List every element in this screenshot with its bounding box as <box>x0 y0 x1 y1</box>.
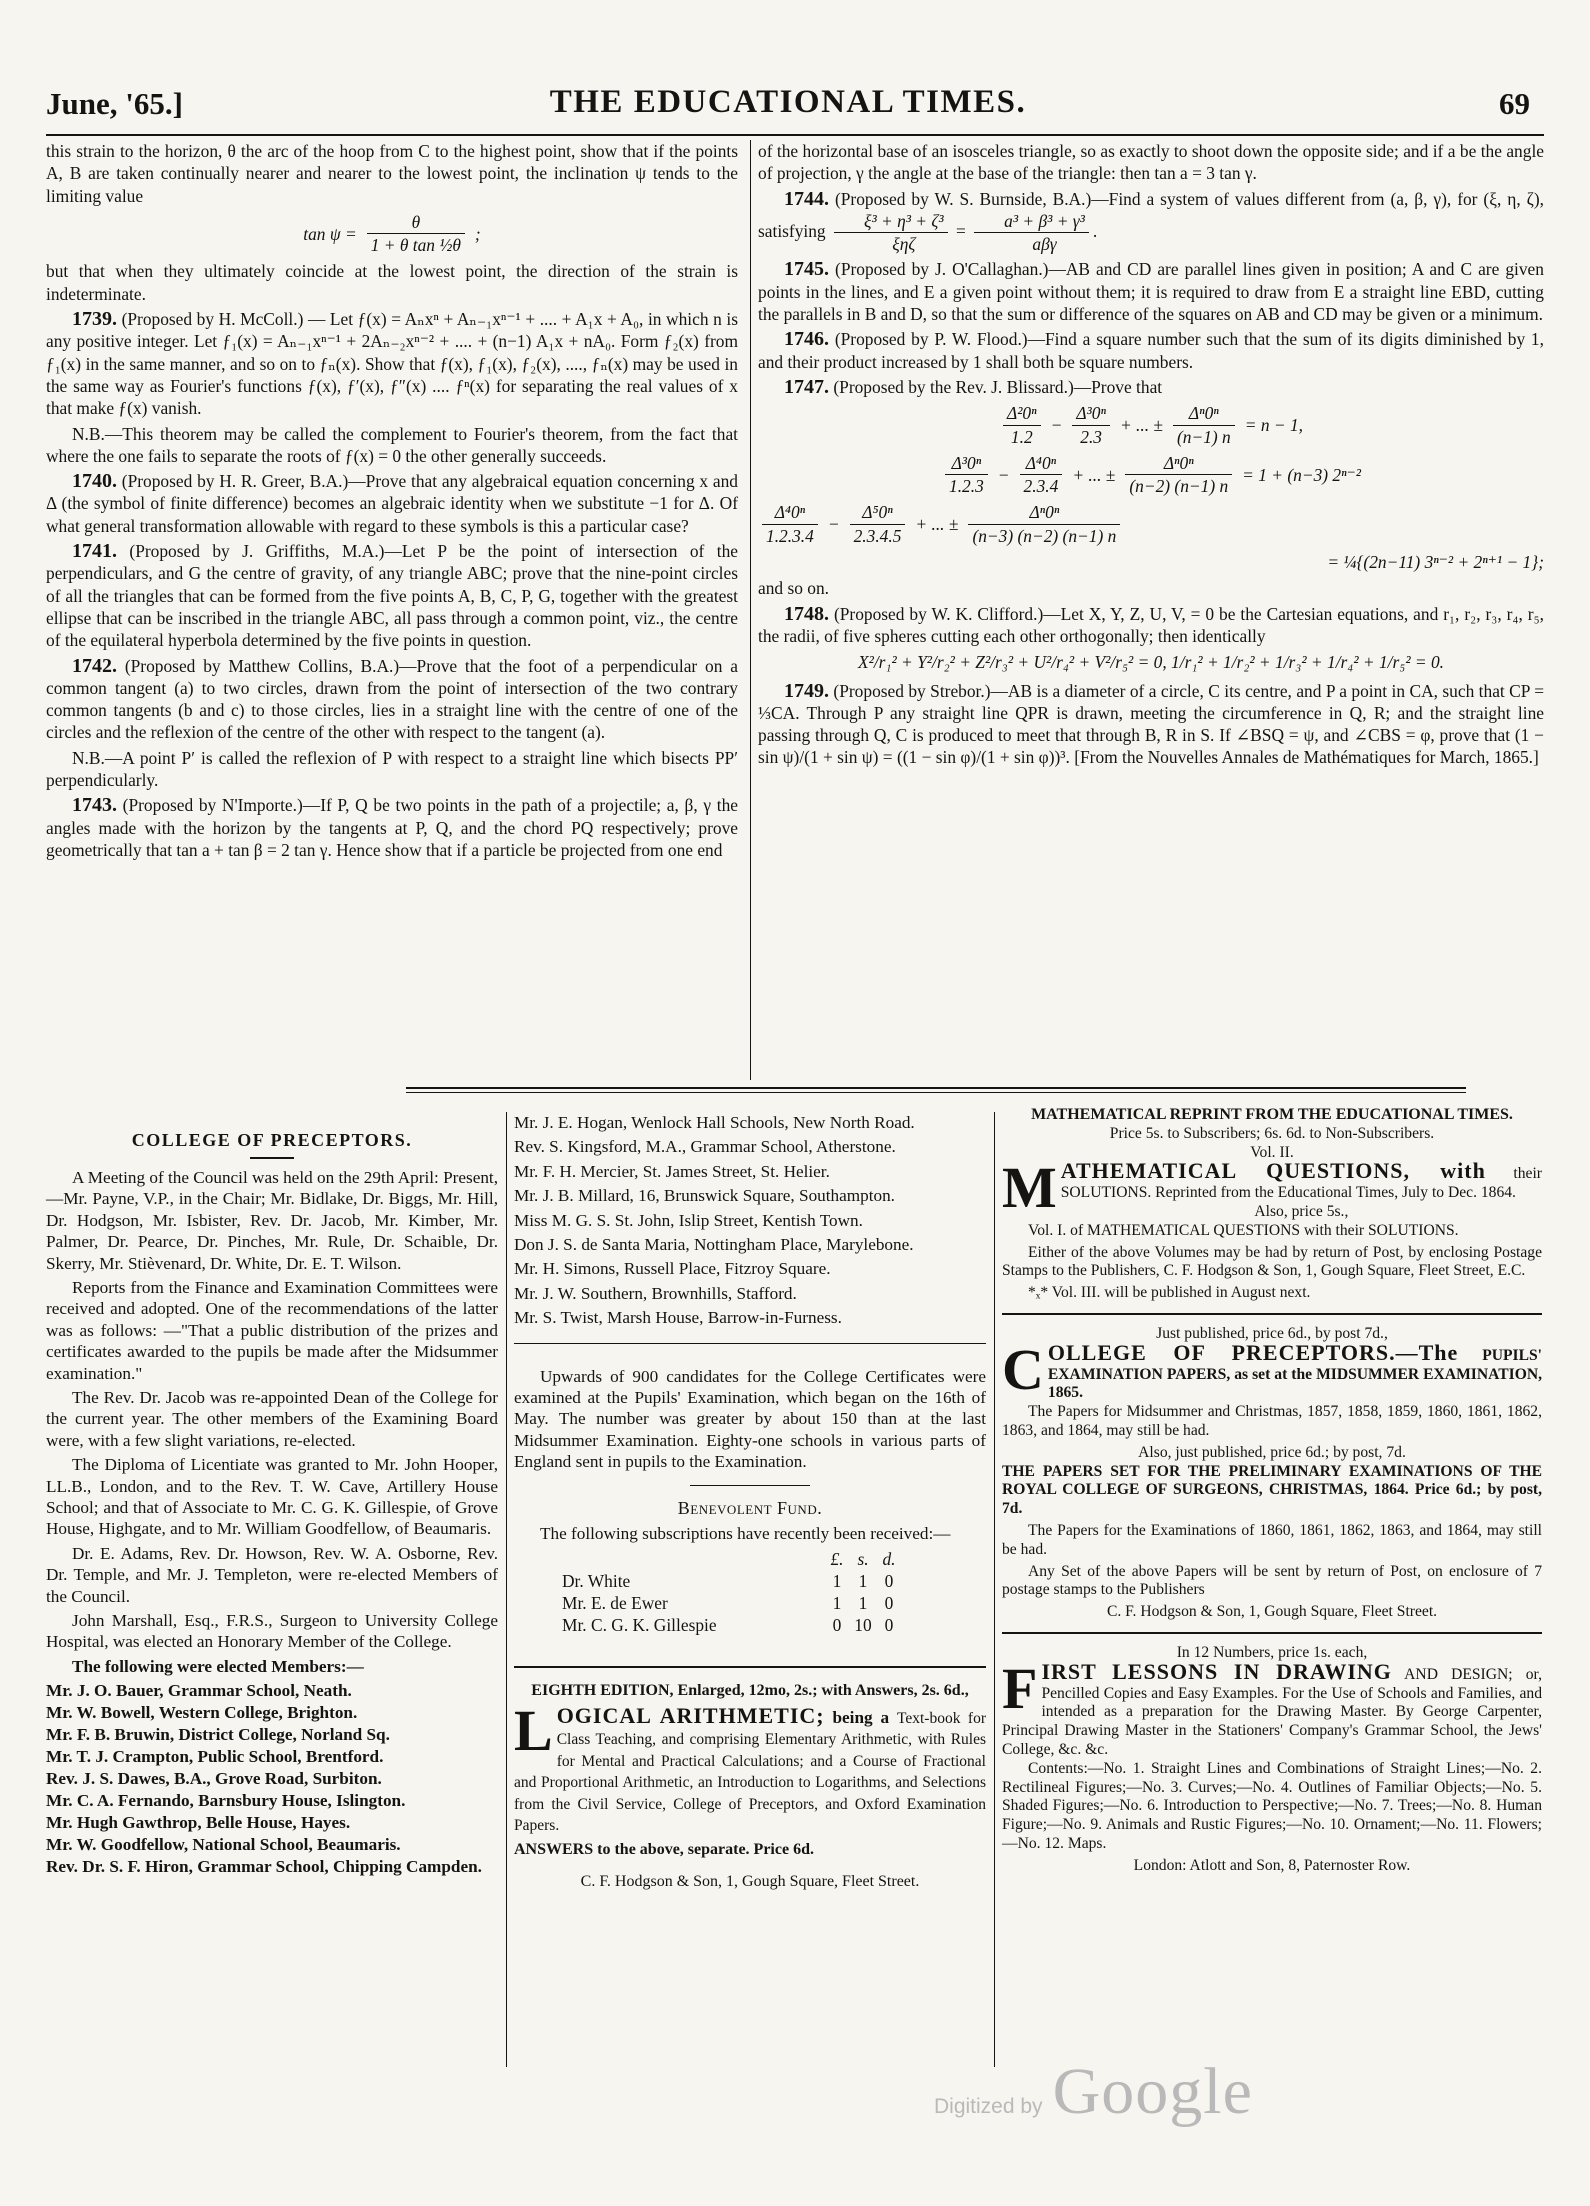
term <box>1020 452 1063 498</box>
heading-rule <box>250 1157 294 1159</box>
fund-intro: The following subscriptions have recently been received:— <box>540 1524 951 1544</box>
paragraph: The Diploma of Licentiate was granted to Mr. John Hooper, LL.B., London, and to the Rev. T. W. Cave, Artillery House School; and that of Associate to Mr. C. G. K. Gillespie, of Grove House, Highgate, and to Mr. William Goodfellow, of Beaumaris. <box>46 1455 498 1539</box>
ad-title: ATHEMATICAL QUESTIONS, with <box>1060 1158 1486 1184</box>
term <box>1072 402 1110 448</box>
list-item: Mr. C. A. Fernando, Barnsbury House, Islington. <box>46 1791 406 1811</box>
question-text: — Let ƒ(x) = Aₙxⁿ + Aₙ₋₁xⁿ⁻¹ + .... + A₁x + A₀, in which n is any positive integer. Let ƒ₁(x) = Aₙ₋₁xⁿ⁻¹ + 2Aₙ₋₂xⁿ⁻² + .... + (n−1) A₁x + nA₀. Form ƒ₂(x) from ƒ₁(x) in the same manner, and so on to ƒₙ(x). Show that ƒ(x), ƒ₁(x), ƒ₂(x), ...., ƒₙ(x) may be used in the same way as Fourier's functions ƒ(x), ƒ′(x), ƒ″(x) .... ƒⁿ(x) for separating the real values of x that make ƒ(x) vanish. <box>46 309 738 419</box>
denominator: (n−3) (n−2) (n−1) n <box>972 525 1117 546</box>
paragraph: this strain to the horizon, θ the arc of the hoop from C to the highest point, show that if the points A, B are taken continually nearer and nearer to the lowest point, the inclination ψ tends to the limiting value <box>46 141 738 206</box>
publisher-line: C. F. Hodgson & Son, 1, Gough Square, Fleet Street. <box>1106 1603 1438 1621</box>
table-row <box>562 1614 902 1636</box>
list-item: Mr. J. B. Millard, 16, Brunswick Square, Southampton. <box>514 1186 895 1206</box>
equation-rhs: = n − 1, <box>1244 414 1303 435</box>
pence: 0 <box>884 1570 894 1591</box>
list-item: Rev. J. S. Dawes, B.A., Grove Road, Surbiton. <box>46 1769 382 1789</box>
preceptors-papers-ad <box>1002 1336 1542 1403</box>
paragraph: but that when they ultimately coincide at the lowest point, the direction of the strain is indeterminate. <box>46 261 738 304</box>
term <box>1003 402 1041 448</box>
question-number: 1748. <box>784 602 829 625</box>
question-number: 1749. <box>784 679 829 702</box>
question-proposer: (Proposed by H. McColl.) <box>121 309 304 330</box>
column-divider <box>994 1112 995 2067</box>
question-proposer: (Proposed by the Rev. J. Blissard.) <box>833 376 1074 397</box>
google-watermark <box>934 2054 1253 2130</box>
numerator: Δ⁴0ⁿ <box>762 501 818 524</box>
paragraph: The Rev. Dr. Jacob was re-appointed Dean of the College for the current year. The other members of the Examining Board were, with a few slight variations, re-elected. <box>46 1387 498 1450</box>
publication-note: Just published, price 6d., by post 7d., <box>1156 1324 1388 1342</box>
publisher-line: C. F. Hodgson & Son, 1, Gough Square, Fleet Street. <box>580 1872 920 1890</box>
ad-text: *ₓ* Vol. III. will be published in August next. <box>1028 1284 1311 1302</box>
question-1739 <box>46 308 738 419</box>
numerator: Δ²0ⁿ <box>1003 402 1041 425</box>
list-item: Mr. H. Simons, Russell Place, Fitzroy Square. <box>514 1259 831 1279</box>
ad-title: OGICAL ARITHMETIC; <box>556 1702 825 1728</box>
numerator: Δ⁴0ⁿ <box>1020 452 1063 475</box>
question-text: —Find a square number such that the sum of its digits diminished by 1, and their product increased by 1 shall both be square numbers. <box>758 329 1544 372</box>
issue-date: June, '65.] <box>46 86 183 121</box>
watermark-google: Google <box>1052 2055 1253 2128</box>
numerator: Δ⁵0ⁿ <box>850 501 906 524</box>
question-1742 <box>46 655 738 744</box>
reprint-price: Price 5s. to Subscribers; 6s. 6d. to Non-Subscribers. <box>1109 1124 1435 1142</box>
drop-cap: M <box>1002 1155 1057 1221</box>
denominator: 1.2.3 <box>949 476 984 497</box>
nota-bene: N.B.—A point P′ is called the reflexion of P with respect to a straight line which bisects PP′ perpendicularly. <box>46 747 738 791</box>
term <box>1173 402 1235 448</box>
column-divider <box>506 1112 507 2067</box>
list-item: Mr. J. O. Bauer, Grammar School, Neath. <box>46 1681 352 1701</box>
term <box>1125 452 1232 498</box>
fund-heading: Benevolent Fund. <box>677 1497 823 1518</box>
list-item: Mr. J. W. Southern, Brownhills, Stafford. <box>514 1283 797 1303</box>
numerator: ξ³ + η³ + ζ³ <box>834 210 948 233</box>
question-1749 <box>758 680 1544 769</box>
college-heading: COLLEGE OF PRECEPTORS. <box>131 1130 413 1150</box>
question-proposer: (Proposed by P. W. Flood.) <box>834 329 1028 350</box>
list-item: Mr. W. Bowell, Western College, Brighton. <box>46 1703 358 1723</box>
question-text: —Find a system of values different from (a, β, γ), for (ξ, η, ζ), satisfying <box>758 188 1544 241</box>
watermark-digitized: Digitized by <box>934 2095 1043 2118</box>
section-rule <box>406 1092 1466 1093</box>
question-text: —If P, Q be two points in the path of a projectile; a, β, γ the angles made with the horizon by the tangents at P, Q, and the chord PQ respectively; prove geometrically that tan a + tan β = 2 tan γ. Hence show that if a particle be projected from one end <box>46 795 738 860</box>
numerator: Δⁿ0ⁿ <box>1125 452 1232 475</box>
denominator: 1.2 <box>1010 426 1033 447</box>
publication-title: THE EDUCATIONAL TIMES. <box>549 84 1027 120</box>
section-rule <box>690 1485 810 1486</box>
list-item: Mr. W. Goodfellow, National School, Beaumaris. <box>46 1835 401 1855</box>
ad-text: The Papers for Midsummer and Christmas, 1857, 1858, 1859, 1860, 1861, 1862, 1863, and 1864, may still be had. <box>1002 1403 1542 1439</box>
question-number: 1741. <box>72 540 117 563</box>
pence: 0 <box>884 1592 894 1613</box>
question-text: —Prove that <box>1073 376 1163 397</box>
table-header-row <box>562 1548 902 1570</box>
column-header: d. <box>882 1548 896 1569</box>
equation-limiting-value <box>46 211 738 257</box>
list-item: Miss M. G. S. St. John, Islip Street, Kentish Town. <box>514 1210 863 1230</box>
denominator: 2.3.4.5 <box>853 525 902 546</box>
college-column <box>46 1124 498 1878</box>
page-header <box>46 86 1530 132</box>
drop-cap: F <box>1002 1655 1038 1721</box>
drawing-lessons-ad <box>1002 1655 1542 1760</box>
arithmetic-ad <box>514 1697 986 1835</box>
question-number: 1745. <box>784 258 829 281</box>
question-proposer: (Proposed by Strebor.) <box>833 680 991 701</box>
section-rule <box>514 1666 986 1668</box>
question-proposer: (Proposed by N'Importe.) <box>122 795 303 816</box>
numerator: Δ³0ⁿ <box>1072 402 1110 425</box>
question-proposer: (Proposed by Matthew Collins, B.A.) <box>124 655 400 676</box>
list-item: Rev. S. Kingsford, M.A., Grammar School, Atherstone. <box>514 1137 896 1157</box>
denominator: 2.3 <box>1080 426 1103 447</box>
also-line: Also, price 5s., <box>1254 1202 1349 1220</box>
pounds: 1 <box>832 1592 842 1613</box>
denominator: (n−1) n <box>1176 426 1231 447</box>
question-number: 1747. <box>784 375 829 398</box>
question-text: —Let X, Y, Z, U, V, = 0 be the Cartesian equations, and r₁, r₂, r₃, r₄, r₅, the radii, of five spheres cutting each other orthogonally; then identically <box>758 603 1544 646</box>
question-number: 1740. <box>72 470 117 493</box>
pence: 0 <box>884 1614 894 1635</box>
term <box>850 501 906 547</box>
list-item: Mr. S. Twist, Marsh House, Barrow-in-Furness. <box>514 1308 842 1328</box>
fund-table <box>562 1548 902 1636</box>
term <box>945 452 988 498</box>
member-list <box>46 1680 498 1878</box>
ads-column <box>1002 1106 1542 1878</box>
question-proposer: (Proposed by W. K. Clifford.) <box>833 603 1044 624</box>
list-item: Don J. S. de Santa Maria, Nottingham Place, Marylebone. <box>514 1235 914 1255</box>
numerator: Δ³0ⁿ <box>945 452 988 475</box>
question-1741 <box>46 540 738 651</box>
denominator: 2.3.4 <box>1023 476 1059 497</box>
equation-fraction <box>834 210 948 256</box>
denominator: 1 + θ tan ½θ <box>370 235 461 256</box>
question-proposer: (Proposed by H. R. Greer, B.A.) <box>121 471 349 492</box>
question-number: 1739. <box>72 308 117 331</box>
header-rule <box>46 134 1544 136</box>
equation-1747-a: $\frac{\text{Δ²0ⁿ}}{1.2}$ − $\frac{\text{Δ³0ⁿ}}{2.3}$ + ... ± $\frac{\text{Δⁿ0ⁿ}}{(n-1) n}$ = n − 1, <box>758 402 1544 448</box>
question-1746 <box>758 328 1544 373</box>
equation-1748: X²/r₁² + Y²/r₂² + Z²/r₃² + U²/r₄² + V²/r₅² = 0, 1/r₁² + 1/r₂² + 1/r₃² + 1/r₄² + 1/r₅² = 0. <box>857 652 1445 673</box>
question-text: —AB and CD are parallel lines given in position; A and C are given points in the lines, and E a given point without them; it is required to draw from E a straight line EBD, cutting the parallels in B and D, so that the sum or difference of the squares on AB and CD may be given or a minimum. <box>758 259 1544 325</box>
paragraph: Dr. E. Adams, Rev. Dr. Howson, Rev. W. A. Osborne, Rev. Dr. Temple, and Mr. J. Templeton, were re-elected Members of the Council. <box>46 1543 498 1606</box>
denominator: 1.2.3.4 <box>766 525 814 546</box>
table-row <box>562 1570 902 1592</box>
pounds: 1 <box>832 1570 842 1591</box>
subscriber-name: Mr. C. G. K. Gillespie <box>562 1614 717 1635</box>
ad-text: THE PAPERS SET FOR THE PRELIMINARY EXAMINATIONS OF THE ROYAL COLLEGE OF SURGEONS, CHRISTMAS, 1864. Price 6d.; by post, 7d. <box>1002 1462 1542 1518</box>
ad-text: AND DESIGN; or, Pencilled Copies and Easy Examples. For the Use of Schools and Families, and intended as a preparation for the Drawing Master. By George Carpenter, Principal Drawing Master in the Stationers' Company's Grammar School, the Jews' College, &c. &c. <box>1002 1665 1542 1758</box>
paragraph: and so on. <box>758 578 830 599</box>
ad-text: Either of the above Volumes may be had by return of Post, by enclosing Postage Stamps to the Publishers, C. F. Hodgson & Son, 1, Gough Square, Fleet Street, E.C. <box>1002 1243 1542 1280</box>
list-item: Mr. F. B. Bruwin, District College, Norland Sq. <box>46 1725 390 1745</box>
list-item: Mr. Hugh Gawthrop, Belle House, Hayes. <box>46 1813 351 1833</box>
section-rule <box>1002 1313 1542 1315</box>
column-header: £. <box>830 1548 844 1569</box>
question-1744: 1744. (Proposed by W. S. Burnside, B.A.)—Find a system of values different from (a, β, γ), for (ξ, η, ζ), satisfying $\frac{\text{ξ³ + η³ + ζ³}}{\text{ξηζ}}$ = $\frac{\text{a³ + β³ + γ³}}{\text{aβγ}}$ . <box>758 187 1544 255</box>
publisher-line: London: Atlott and Son, 8, Paternoster Row. <box>1133 1856 1411 1874</box>
paragraph: The following were elected Members:— <box>72 1656 364 1676</box>
question-proposer: (Proposed by J. Griffiths, M.A.) <box>129 541 385 562</box>
candidates-notice: Upwards of 900 candidates for the College Certificates were examined at the Pupils' Examination, which began on the 16th of May. The number was greater by about 150 than at the last Midsummer Examination. Eighty-one schools in various parts of England sent in pupils to the Examination. <box>514 1366 986 1472</box>
equation-1747-c-rhs <box>758 551 1544 573</box>
paragraph: John Marshall, Esq., F.R.S., Surgeon to University College Hospital, was elected an Honorary Member of the College. <box>46 1611 498 1652</box>
spacer <box>562 1548 824 1570</box>
denominator: aβγ <box>1032 234 1057 255</box>
term <box>968 501 1120 547</box>
question-1745 <box>758 258 1544 325</box>
denominator: (n−2) (n−1) n <box>1129 476 1229 497</box>
equation-fraction <box>367 211 465 257</box>
drop-cap: L <box>514 1697 553 1763</box>
equation-rhs: = 1 + (n−3) 2ⁿ⁻² <box>1242 464 1361 485</box>
list-item: Mr. J. E. Hogan, Wenlock Hall Schools, New North Road. <box>514 1113 915 1132</box>
ad-contents: Contents:—No. 1. Straight Lines and Combinations of Straight Lines;—No. 2. Rectilineal Figures;—No. 3. Curves;—No. 4. Outlines of Familiar Objects;—No. 5. Shaded Figures;—No. 6. Introduction to Perspective;—No. 7. Trees;—No. 8. Human Figure;—No. 9. Animals and Rustic Figures;—No. 10. Ornament;—No. 11. Flowers;—No. 12. Maps. <box>1002 1759 1542 1852</box>
arithmetic-answers: ANSWERS to the above, separate. Price 6d. <box>514 1841 814 1859</box>
numerator: Δⁿ0ⁿ <box>1173 402 1235 425</box>
middle-column <box>514 1112 986 1895</box>
question-1748 <box>758 603 1544 648</box>
also-line: Also, just published, price 6d.; by post, 7d. <box>1138 1443 1406 1461</box>
ad-text: Any Set of the above Papers will be sent by return of Post, on enclosure of 7 postage stamps to the Publishers <box>1002 1562 1542 1599</box>
question-text: —AB is a diameter of a circle, C its centre, and P a point in CA, such that CP = ⅓CA. Through P any straight line QPR is drawn, meeting the circumference in Q, R; and the straight line passing through Q, C is produced to meet that through B, R in S. If ∠BSQ = ψ, and ∠CBS = φ, prove that (1 − sin ψ)/(1 + sin ψ) = ((1 − sin φ)/(1 + sin φ))³. [From the Nouvelles Annales de Mathématiques for March, 1865.] <box>758 680 1544 768</box>
reprint-volume: Vol. II. <box>1250 1143 1294 1161</box>
question-1747 <box>758 376 1544 398</box>
denominator: ξηζ <box>892 234 916 255</box>
column-divider <box>750 140 751 1080</box>
question-number: 1742. <box>72 654 117 677</box>
question-text: —Let P be the point of intersection of the perpendiculars, and G the centre of gravity, of any triangle ABC; prove that the nine-point circles of all the triangles that can be formed from the five points A, B, C, P, G, together with the greatest ellipse that can be inscribed in the triangle ABC, all pass through a common point, viz., the centre of the equilateral hyperbola determined by the five points in question. <box>46 541 738 651</box>
ad-text: PUPILS' EXAMINATION PAPERS, as set at the MIDSUMMER EXAMINATION, 1865. <box>1047 1346 1542 1402</box>
drop-cap: C <box>1002 1336 1044 1402</box>
section-rule <box>514 1343 986 1344</box>
question-text: —Prove that the foot of a perpendicular on a common tangent (a) to two circles, drawn from the point of intersection of the two contrary common tangents (b and c) to those circles, lies in a straight line with the centre of one of the circles and the reflexion of the centre of the other with respect to the tangent (a). <box>46 655 738 743</box>
shillings: 1 <box>858 1592 868 1613</box>
question-1743 <box>46 794 738 861</box>
top-left-column <box>46 140 738 864</box>
ad-text: Text-book for Class Teaching, and comprising Elementary Arithmetic, with Rules for Mental and Practical Calculations; and a Course of Fractional and Proportional Arithmetic, an Introduction to Logarithms, and Selections from the Civil Service, College of Preceptors, and Oxford Examination Papers. <box>514 1709 986 1834</box>
member-list-continued <box>514 1112 986 1329</box>
equation-fraction <box>974 210 1089 256</box>
publication-note: In 12 Numbers, price 1s. each, <box>1176 1643 1368 1661</box>
question-number: 1746. <box>784 328 829 351</box>
page-number: 69 <box>1499 86 1530 121</box>
ad-text: Vol. I. of MATHEMATICAL QUESTIONS with their SOLUTIONS. <box>1028 1221 1459 1239</box>
shillings: 1 <box>858 1570 868 1591</box>
table-row <box>562 1592 902 1614</box>
numerator: Δⁿ0ⁿ <box>968 501 1120 524</box>
ad-text: The Papers for the Examinations of 1860, 1861, 1862, 1863, and 1864, may still be had. <box>1002 1521 1542 1558</box>
paragraph: of the horizontal base of an isosceles triangle, so as exactly to shoot down the opposite side; and if a be the angle of projection, γ the angle at the base of the triangle: then tan a = 3 tan γ. <box>758 141 1544 184</box>
top-right-column <box>758 140 1544 772</box>
section-rule <box>1002 1632 1542 1634</box>
question-number: 1743. <box>72 794 117 817</box>
question-proposer: (Proposed by J. O'Callaghan.) <box>835 259 1049 280</box>
ad-text: their SOLUTIONS. Reprinted from the Educational Times, July to Dec. 1864. <box>1060 1165 1542 1202</box>
equation-1747-c: $\frac{\text{Δ⁴0ⁿ}}{1.2.3.4}$ − $\frac{\text{Δ⁵0ⁿ}}{2.3.4.5}$ + ... ± $\frac{\text{Δⁿ0ⁿ}}{(n-3) (n-2) (n-1) n}$ <box>758 501 1544 547</box>
paragraph: Reports from the Finance and Examination Committees were received and adopted. One of the recommendations of the latter was as follows: —"That a public distribution of the prizes and certificates awarded to the pupils be made after the Midsummer examination." <box>46 1277 498 1383</box>
question-number: 1744. <box>784 187 829 210</box>
numerator: θ <box>367 211 465 234</box>
subscriber-name: Mr. E. de Ewer <box>562 1592 668 1613</box>
ad-title: OLLEGE OF PRECEPTORS.—The <box>1047 1339 1459 1365</box>
reprint-heading: MATHEMATICAL REPRINT FROM THE EDUCATIONAL TIMES. <box>1031 1106 1513 1123</box>
arithmetic-edition: EIGHTH EDITION, Enlarged, 12mo, 2s.; with Answers, 2s. 6d., <box>531 1681 969 1699</box>
semicolon: ; <box>474 223 481 244</box>
shillings: 10 <box>854 1614 872 1635</box>
question-text: —Prove that any algebraical equation concerning x and Δ (the symbol of finite difference) becomes an algebraic identity when we substitute −1 for Δ. Of what general transformation allowable with regard to these symbols is this a particular case? <box>46 471 738 536</box>
list-item: Mr. T. J. Crampton, Public School, Brentford. <box>46 1747 384 1767</box>
question-1740 <box>46 470 738 537</box>
pounds: 0 <box>832 1614 842 1635</box>
nota-bene: N.B.—This theorem may be called the complement to Fourier's theorem, from the fact that where the one fails to separate the roots of ƒ(x) = 0 the other generally succeeds. <box>46 423 738 466</box>
list-item: Mr. F. H. Mercier, St. James Street, St. Helier. <box>514 1161 830 1181</box>
paragraph: A Meeting of the Council was held on the 29th April: Present,—Mr. Payne, V.P., in the Chair; Mr. Bidlake, Dr. Biggs, Mr. Hill, Dr. Hodgson, Mr. Isbister, Rev. Dr. Jacob, Mr. Kimber, Mr. Palmer, Dr. Pearce, Dr. Pinches, Mr. Rule, Dr. Schaible, Dr. Skerry, Mr. Stièvenard, Dr. White, Dr. E. T. Wilson. <box>46 1167 498 1273</box>
term <box>762 501 818 547</box>
question-proposer: (Proposed by W. S. Burnside, B.A.) <box>834 188 1092 209</box>
equation-lhs: tan ψ = <box>303 223 357 244</box>
subscriber-name: Dr. White <box>562 1570 631 1591</box>
ad-title: IRST LESSONS IN DRAWING <box>1041 1658 1392 1684</box>
list-item: Rev. Dr. S. F. Hiron, Grammar School, Chipping Campden. <box>46 1857 482 1877</box>
section-rule <box>406 1087 1466 1089</box>
equation-1747-b: $\frac{\text{Δ³0ⁿ}}{1.2.3}$ − $\frac{\text{Δ⁴0ⁿ}}{2.3.4}$ + ... ± $\frac{\text{Δⁿ0ⁿ}}{(n-2) (n-1) n}$ = 1 + (n−3) 2ⁿ⁻² <box>758 452 1544 498</box>
numerator: a³ + β³ + γ³ <box>974 210 1089 233</box>
column-header: s. <box>857 1548 869 1569</box>
ad-title-suffix: being a <box>832 1707 890 1727</box>
equation-rhs: = ¼{(2n−11) 3ⁿ⁻² + 2ⁿ⁺¹ − 1}; <box>1327 552 1544 573</box>
